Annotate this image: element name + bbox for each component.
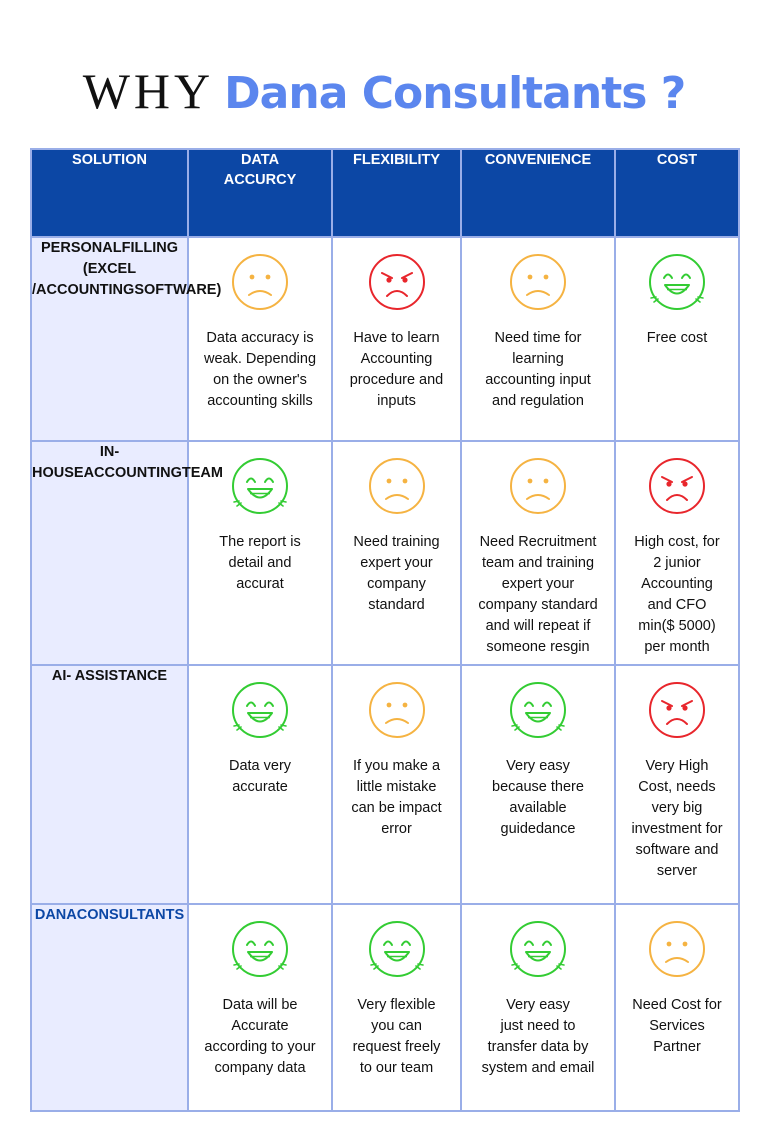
happy-face-icon — [230, 456, 290, 516]
cell-text-line: because there — [492, 779, 584, 795]
cell-text-line: Need Recruitment — [479, 534, 597, 550]
cell-text — [626, 995, 727, 1058]
cell-text-line: Services — [649, 1018, 705, 1034]
header-flexibility — [332, 149, 461, 237]
cell-text-line: investment for — [631, 821, 723, 837]
cell-text — [628, 532, 725, 658]
table-cell — [332, 237, 461, 441]
row-label-line: AI- ASSISTANCE — [51, 668, 168, 684]
cell-text-line: software and — [635, 842, 719, 858]
cell-content — [333, 442, 460, 616]
cell-text — [347, 532, 445, 616]
cell-text-line: standard — [368, 597, 425, 613]
cell-text-line: can be impact — [351, 800, 442, 816]
cell-text-line: expert your — [501, 576, 575, 592]
cell-text-line: company data — [214, 1060, 306, 1076]
table-body — [31, 237, 739, 1111]
cell-text-line: and will repeat if — [485, 618, 591, 634]
cell-text — [641, 328, 713, 349]
row-label-line: TEAM — [181, 465, 223, 481]
cell-text-line: Cost, needs — [638, 779, 716, 795]
row-label-line: FILLING (EXCEL / — [32, 240, 178, 298]
cell-text-line: company standard — [478, 597, 598, 613]
row-label — [31, 237, 222, 441]
cell-text-line: just need to — [500, 1018, 576, 1034]
table-cell — [615, 237, 739, 441]
table-row-personal-filling — [31, 237, 739, 441]
row-label-line: SOFTWARE) — [134, 282, 222, 298]
header-label-line: ACCURCY — [223, 172, 297, 188]
cell-text — [344, 328, 450, 412]
cell-text-line: request freely — [352, 1039, 441, 1055]
table-cell — [188, 665, 332, 904]
neutral-face-icon — [230, 252, 290, 312]
happy-face-icon — [647, 252, 707, 312]
cell-text — [213, 532, 306, 595]
header-data-accuracy — [188, 149, 332, 237]
cell-text-line: Need training — [353, 534, 440, 550]
cell-text-line: on the owner's — [213, 372, 307, 388]
cell-text-line: you can — [371, 1018, 422, 1034]
cell-text — [223, 756, 297, 798]
cell-text-line: and CFO — [647, 597, 707, 613]
cell-text-line: weak. Depending — [203, 351, 317, 367]
cell-text-line: procedure and — [349, 372, 444, 388]
table-cell — [461, 665, 615, 904]
cell-text — [479, 328, 597, 412]
cell-text-line: The report is — [219, 534, 301, 550]
cell-text-line: per month — [644, 639, 710, 655]
happy-face-icon — [508, 680, 568, 740]
cell-text-line: transfer data by — [487, 1039, 589, 1055]
title-brand: Dana Consultants ? — [224, 68, 686, 119]
cell-text-line: If you make a — [352, 758, 441, 774]
cell-text-line: Free cost — [646, 330, 708, 346]
cell-text-line: Have to learn — [353, 330, 440, 346]
cell-text-line: Very flexible — [357, 997, 436, 1013]
cell-text-line: team and training — [481, 555, 595, 571]
cell-text-line: Accurate — [231, 1018, 289, 1034]
cell-text — [625, 756, 728, 882]
table-cell — [332, 441, 461, 665]
cell-content — [189, 905, 331, 1079]
table-cell — [615, 665, 739, 904]
cell-text — [198, 995, 321, 1079]
happy-face-icon — [230, 919, 290, 979]
row-label-line: IN-HOUSE — [32, 444, 120, 481]
header-label-line: DATA — [240, 152, 280, 168]
neutral-face-icon — [367, 456, 427, 516]
table-cell — [461, 441, 615, 665]
cell-text-line: to our team — [359, 1060, 434, 1076]
table-row-in-house-team — [31, 441, 739, 665]
cell-content — [616, 666, 738, 882]
header-solution — [31, 149, 188, 237]
header-label-line: FLEXIBILITY — [353, 152, 440, 168]
cell-text-line: Very High — [645, 758, 709, 774]
cell-content — [462, 442, 614, 658]
cell-content — [333, 238, 460, 412]
table-cell — [615, 904, 739, 1111]
cell-text-line: Data will be — [222, 997, 298, 1013]
row-label-line: PERSONAL — [41, 240, 122, 256]
table-row-ai-assistance — [31, 665, 739, 904]
cell-text-line: available — [509, 800, 567, 816]
angry-face-icon — [367, 252, 427, 312]
cell-text-line: and regulation — [492, 393, 584, 409]
cell-text-line: min($ 5000) — [638, 618, 716, 634]
table-cell — [461, 904, 615, 1111]
table-row-dana-consultants — [31, 904, 739, 1111]
comparison-table — [30, 148, 740, 1112]
row-label-line: ACCOUNTING — [36, 282, 135, 298]
cell-text-line: Need time for — [494, 330, 582, 346]
happy-face-icon — [230, 680, 290, 740]
table-cell — [188, 904, 332, 1111]
cell-text-line: someone resgin — [486, 639, 590, 655]
cell-text — [486, 756, 590, 840]
neutral-face-icon — [508, 252, 568, 312]
cell-content — [616, 905, 738, 1058]
table-cell — [332, 904, 461, 1111]
cell-content — [462, 905, 614, 1079]
cell-text — [347, 995, 447, 1079]
cell-text-line: accurat — [236, 576, 284, 592]
cell-text-line: server — [656, 863, 698, 879]
cell-text-line: Very easy — [506, 758, 570, 774]
cell-text-line: accounting skills — [207, 393, 313, 409]
cell-text — [476, 995, 601, 1079]
cell-content — [333, 666, 460, 840]
cell-text-line: accurate — [232, 779, 288, 795]
neutral-face-icon — [508, 456, 568, 516]
cell-text-line: Data very — [228, 758, 292, 774]
header-label-line: COST — [656, 152, 698, 168]
cell-text-line: according to your — [204, 1039, 316, 1055]
cell-text-line: Accounting — [360, 351, 433, 367]
cell-text — [472, 532, 603, 658]
row-label — [31, 665, 188, 904]
table-header — [31, 149, 739, 237]
page-title — [0, 62, 768, 120]
cell-text-line: Accounting — [641, 576, 713, 592]
cell-content — [462, 666, 614, 840]
cell-text-line: system and email — [481, 1060, 595, 1076]
happy-face-icon — [508, 919, 568, 979]
row-label-line: DANA — [34, 907, 77, 923]
cell-text-line: inputs — [377, 393, 416, 409]
cell-text-line: guidedance — [500, 821, 576, 837]
header-label-line: CONVENIENCE — [484, 152, 592, 168]
header-row — [31, 149, 739, 237]
angry-face-icon — [647, 680, 707, 740]
table-cell — [332, 665, 461, 904]
neutral-face-icon — [367, 680, 427, 740]
cell-text-line: Very easy — [506, 997, 570, 1013]
cell-text-line: company — [367, 576, 426, 592]
cell-content — [616, 442, 738, 658]
cell-text — [198, 328, 322, 412]
cell-content — [616, 238, 738, 349]
cell-content — [189, 238, 331, 412]
cell-text-line: detail and — [228, 555, 292, 571]
cell-text-line: very big — [651, 800, 703, 816]
header-cost — [615, 149, 739, 237]
row-label-line: ACCOUNTING — [83, 465, 182, 481]
cell-text-line: Data accuracy is — [206, 330, 314, 346]
cell-text-line: High cost, for — [634, 534, 720, 550]
table-cell — [461, 237, 615, 441]
cell-text-line: learning — [512, 351, 564, 367]
header-convenience — [461, 149, 615, 237]
cell-content — [189, 666, 331, 798]
cell-text-line: expert your — [360, 555, 433, 571]
cell-text-line: accounting input — [485, 372, 591, 388]
table-cell — [188, 237, 332, 441]
cell-content — [462, 238, 614, 412]
cell-text-line: error — [381, 821, 412, 837]
cell-text — [345, 756, 447, 840]
cell-text-line: little mistake — [356, 779, 437, 795]
row-label-line: CONSULTANTS — [76, 907, 185, 923]
neutral-face-icon — [647, 919, 707, 979]
table-cell — [615, 441, 739, 665]
cell-text-line: 2 junior — [653, 555, 701, 571]
cell-content — [333, 905, 460, 1079]
cell-text-line: Need Cost for — [632, 997, 722, 1013]
header-label-line: SOLUTION — [72, 152, 147, 168]
happy-face-icon — [367, 919, 427, 979]
title-prefix: WHY — [82, 63, 215, 119]
angry-face-icon — [647, 456, 707, 516]
row-label — [31, 904, 188, 1111]
row-label — [31, 441, 223, 665]
cell-text-line: Partner — [653, 1039, 701, 1055]
